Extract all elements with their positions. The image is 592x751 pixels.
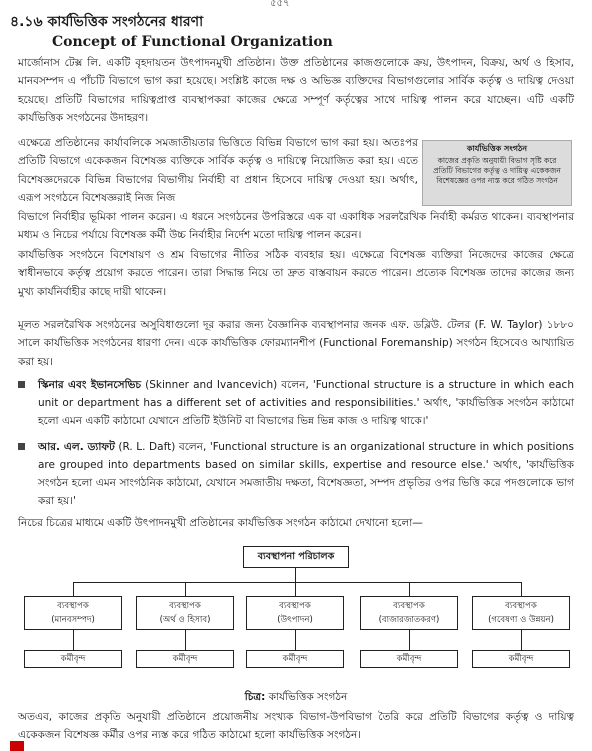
quote-text: (Skinner and Ivancevich) বলেন, 'Functional structure is a structure in which each unit or department has a different set of activities and responsibilities.' অর্থাৎ, 'কার্যভিত্তিক সংগঠন কাঠামো হলো এমন একটি কাঠামো যেখানে প্রতিটি ইউনিট বা বিভাগের ভিন্ন ভিন্ন কাজ ও দায়িত্ব থাকে।' xyxy=(38,379,574,427)
section-title: ৪.১৬ কার্যভিত্তিক সংগঠনের ধারণা xyxy=(10,14,204,30)
connector-line xyxy=(521,630,522,650)
caption-label: চিত্র: xyxy=(244,691,266,703)
paragraph-example: মার্জোনাস টেক্স লি. একটি বৃহদায়তন উৎপাদনমুখী প্রতিষ্ঠান। উক্ত প্রতিষ্ঠানের কাজগুলোকে ক্রয়, উৎপাদন, বিক্রয়, অর্থ ও হিসাব, মানবসম্পদ এ পাঁচটি বিভাগে ভাগ করা হয়েছে। সংশ্লিষ্ট কাজে দক্ষ ও অভিজ্ঞ ব্যক্তিদের বিভাগগুলোর সার্বিক কর্তৃত্ব ও দায়িত্ব দেওয়া হয়েছে। প্রতিটি বিভাগের দায়িত্বপ্রাপ্ত ব্যবস্থাপকরা কাজের ক্ষেত্রে সম্পূর্ণ কর্তৃত্বের সাথে দায়িত্ব পালন করে যাচ্ছেন। এটি একটি কার্যভিত্তিক সংগঠনের উদাহরণ। xyxy=(18,57,574,125)
connector-line xyxy=(73,630,74,650)
connector-line xyxy=(295,630,296,650)
quote-daft xyxy=(18,438,574,510)
section-subtitle: Concept of Functional Organization xyxy=(52,34,333,50)
connector-line xyxy=(409,582,410,596)
connector-line xyxy=(295,568,296,582)
page-number: ৫৫৭ xyxy=(270,0,290,9)
quote-skinner xyxy=(18,376,574,430)
paragraph-specialization: কার্যভিত্তিক সংগঠনে বিশেষায়ণ ও শ্রম বিভাগের নীতির সঠিক ব্যবহার হয়। এক্ষেত্রে বিশেষজ্ঞ ব্যক্তিরা নিজেদের কাজের ক্ষেত্রে স্বাধীনভাবে কর্তৃত্ব প্রয়োগ করতে পারেন। তারা সিদ্ধান্ত নিয়ে তা দ্রুত বাস্তবায়ন করতে পারেন। প্রত্যেক বিশেষজ্ঞ তাদের কাজের জন্য মুখ্য কার্যনির্বাহীর কাছে দায়ী থাকেন। xyxy=(18,249,574,298)
paragraph-definition-cont: বিভাগে নির্বাহীর ভূমিকা পালন করেন। এ ধরনে সংগঠনের উপরিস্তরে এক বা একাধিক সরলরৈখিক নির্বাহী কর্মরত থাকেন। ব্যবস্থাপনার মধ্যম ও নিচের পর্যায়ে বিশেষজ্ঞ কর্মী উচ্চ নির্বাহীর নির্দেশ মতো দায়িত্ব পালন করেন। xyxy=(18,211,574,242)
staff-node: কর্মীবৃন্দ xyxy=(24,650,122,668)
paragraph-summary: অতএব, কাজের প্রকৃতি অনুযায়ী প্রতিষ্ঠানে প্রয়োজনীয় সংখ্যক বিভাগ-উপবিভাগ তৈরি করে প্রতিটি বিভাগের কর্তৃত্ব ও দায়িত্ব একেকজন বিশেষজ্ঞ কর্মীর ওপর ন্যস্ত করে গঠিত কাঠামো হলো কার্যভিত্তিক সংগঠন। xyxy=(18,711,574,742)
bullet-square-icon xyxy=(18,381,25,388)
manager-node: ব্যবস্থাপক (গবেষণা ও উন্নয়ন) xyxy=(472,596,570,630)
corner-mark xyxy=(10,741,24,751)
quote-author: আর. এল. ড্যাফট xyxy=(38,441,115,453)
paragraph-definition: এক্ষেত্রে প্রতিষ্ঠানের কার্যাবলিকে সমজাতীয়তার ভিত্তিতে বিভিন্ন বিভাগে ভাগ করা হয়। অতঃপর প্রতিটি বিভাগে একেকজন বিশেষজ্ঞ ব্যক্তিকে সার্বিক কর্তৃত্ব ও দায়িত্বে নিয়োজিত করা হয়। এতে বিশেষজ্ঞদেরকে বিভিন্ন বিভাগের বিভাগীয় নির্বাহী বা প্রধান হিসেবে দায়িত্ব দেওয়া হয়। অর্থাৎ, এরূপ সংগঠনে বিশেষজ্ঞরাই নিজ নিজ xyxy=(18,137,418,205)
paragraph-taylor: মূলত সরলরৈখিক সংগঠনের অসুবিধাগুলো দূর করার জন্য বৈজ্ঞানিক ব্যবস্থাপনার জনক এফ. ডব্লিউ. টেলর (F. W. Taylor) ১৮৮০ সালে কার্যভিত্তিক সংগঠনের ধারণা দেন। একে কার্যভিত্তিক ফোরম্যানশীপ (Functional Foremanship) সংগঠন হিসেবেও আখ্যায়িত করা হয়। xyxy=(18,319,574,368)
connector-line xyxy=(185,630,186,650)
quote-author: স্কিনার এবং ইভানসেভিচ xyxy=(38,379,142,391)
org-root-node: ব্যবস্থাপনা পরিচালক xyxy=(243,546,349,568)
staff-node: কর্মীবৃন্দ xyxy=(246,650,344,668)
manager-node: ব্যবস্থাপক (মানবসম্পদ) xyxy=(24,596,122,630)
staff-node: কর্মীবৃন্দ xyxy=(136,650,234,668)
figure-lead-text: নিচের চিত্রের মাধ্যমে একটি উৎপাদনমুখী প্রতিষ্ঠানের কার্যভিত্তিক সংগঠন কাঠামো দেখানো হলো— xyxy=(18,517,423,529)
definition-box xyxy=(422,140,572,206)
connector-line xyxy=(409,630,410,650)
staff-node: কর্মীবৃন্দ xyxy=(472,650,570,668)
figure-caption xyxy=(0,690,592,707)
manager-node: ব্যবস্থাপক (অর্থ ও হিসাব) xyxy=(136,596,234,630)
connector-line xyxy=(295,582,296,596)
staff-node: কর্মীবৃন্দ xyxy=(360,650,458,668)
connector-line xyxy=(521,582,522,596)
definition-box-title: কার্যভিত্তিক সংগঠন xyxy=(466,144,528,153)
quote-text: (R. L. Daft) বলেন, 'Functional structure is an organizational structure in which positions are grouped into departments based on similar skills, expertise and resource else.' অর্থাৎ, 'কার্যভিত্তিক সংগঠন হলো এমন সাংগঠনিক কাঠামো, যেখানে সমজাতীয় দক্ষতা, বিশেষজ্ঞতা, সম্পদ প্রভৃতির ওপর ভিত্তি করে পদগুলোকে ভাগ করা হয়।' xyxy=(38,441,574,507)
connector-line xyxy=(73,582,521,583)
definition-box-text: কাজের প্রকৃতি অনুযায়ী বিভাগ সৃষ্টি করে প্রতিটি বিভাগের কর্তৃত্ব ও দায়িত্ব একেকজন বিশেষজ্ঞের ওপর ন্যস্ত করে গঠিত সংগঠন xyxy=(433,156,561,185)
caption-text: কার্যভিত্তিক সংগঠন xyxy=(265,691,348,703)
connector-line xyxy=(73,582,74,596)
bullet-square-icon xyxy=(18,443,25,450)
manager-node: ব্যবস্থাপক (উৎপাদন) xyxy=(246,596,344,630)
org-chart xyxy=(0,536,592,686)
connector-line xyxy=(185,582,186,596)
manager-node: ব্যবস্থাপক (বাজারজাতকরণ) xyxy=(360,596,458,630)
